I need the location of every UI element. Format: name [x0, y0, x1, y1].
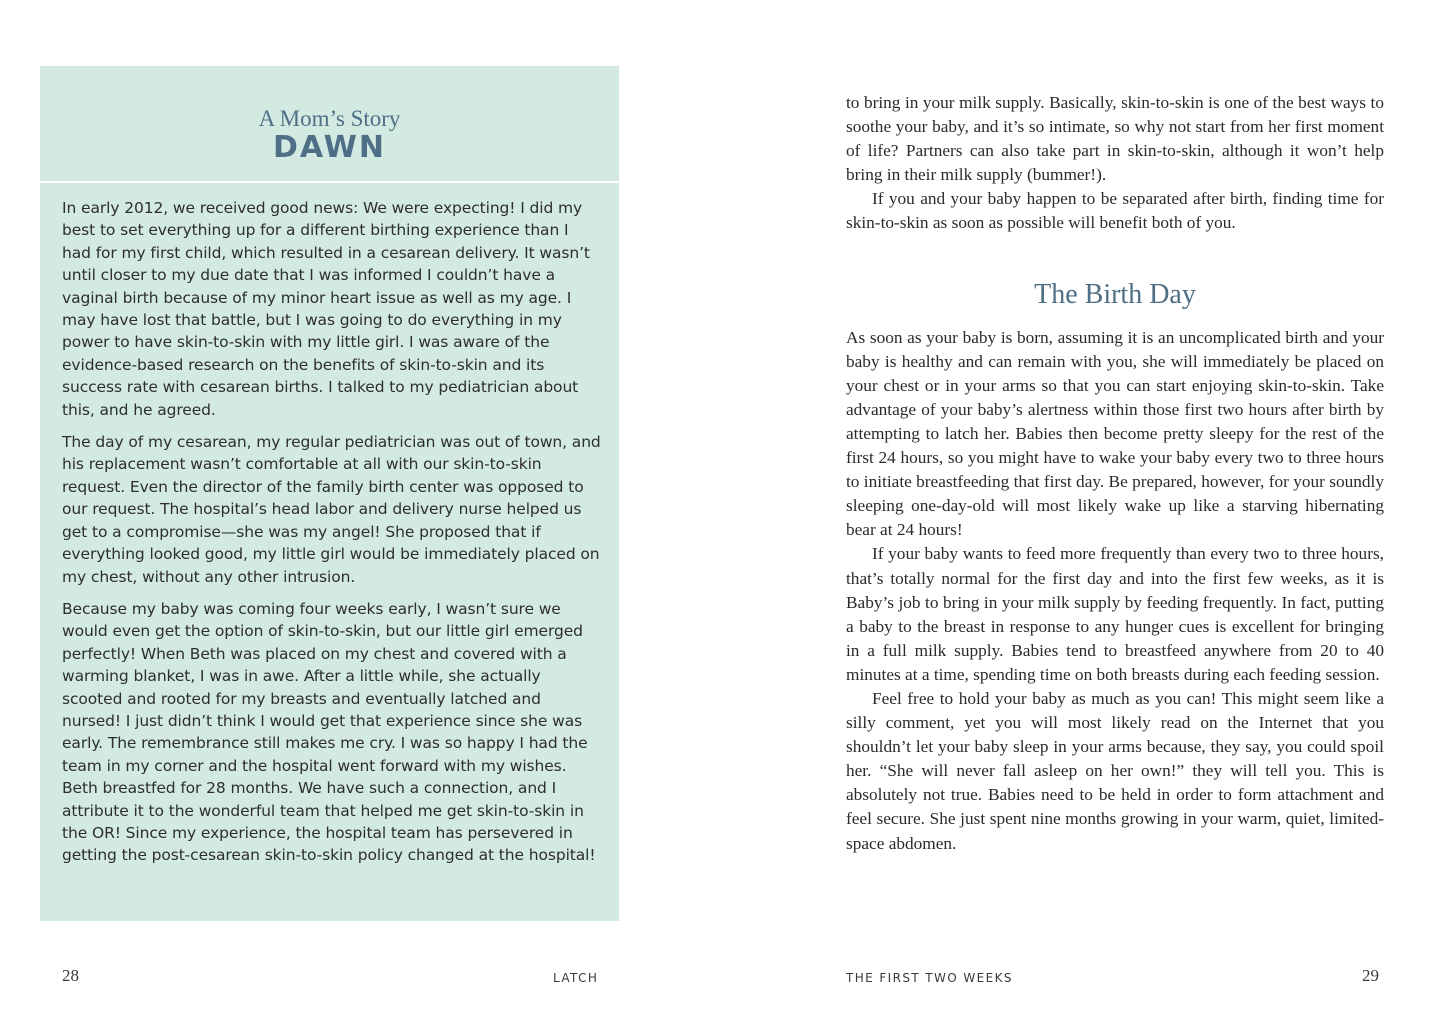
- story-text: [62, 197, 602, 877]
- body-paragraph: Feel free to hold your baby as much as you can! This might seem like a silly comment, yet you will most likely read on the Internet that you shouldn’t let your baby sleep in your arms because, they say, you could spoil her. “She will never fall asleep on her own!” they will tell you. This is absolutely not true. Babies need to be held in order to form attachment and feel secure. She just spent nine months growing in your warm, quiet, limited-space abdomen.: [846, 688, 1384, 853]
- sidebar-header: [40, 66, 619, 183]
- sidebar-kicker: A Mom’s Story: [258, 106, 401, 131]
- running-head-left: LATCH: [553, 971, 599, 985]
- story-paragraph: The day of my cesarean, my regular pediatrician was out of town, and his replacement wasn’t comfortable at all with our skin-to-skin request. Even the director of the family birth center was opposed to our request. The hospital’s head labor and delivery nurse helped us get to a compromise—she was my angel! She proposed that if everything looked good, my little girl would be immediately placed on my chest, without any other intrusion.: [62, 433, 601, 586]
- body-text-column: [846, 91, 1384, 856]
- story-paragraph: Because my baby was coming four weeks early, I wasn’t sure we would even get the option of skin-to-skin, but our little girl emerged perfectly! When Beth was placed on my chest and covered with a warming blanket, I was in awe. After a little while, she actually scooted and rooted for my breasts and eventually latched and nursed! I just didn’t think I would get that experience since she was early. The remembrance still makes me cry. I was so happy I had the team in my corner and the hospital went forward with my wishes. Beth breastfed for 28 months. We have such a connection, and I attribute it to the wonderful team that helped me get skin-to-skin in the OR! Since my experience, the hospital team has persevered in getting the post-cesarean skin-to-skin policy changed at the hospital!: [62, 599, 596, 865]
- body-paragraph: As soon as your baby is born, assuming it is an uncomplicated birth and your baby is healthy and can remain with you, she will immediately be placed on your chest or in your arms so that you can start enjoying skin-to-skin. Take advantage of your baby’s alertness within those first two hours after birth by attempting to latch her. Babies then become pretty sleepy for the rest of the first 24 hours, so you might have to wake your baby every two to three hours to initiate breastfeeding that first day. Be prepared, however, for your soundly sleeping one-day-old will most likely wake up like a starving hibernating bear at 24 hours!: [846, 327, 1384, 540]
- body-paragraph: If you and your baby happen to be separated after birth, finding time for skin-to-skin as soon as possible will benefit both of you.: [846, 189, 1384, 233]
- body-paragraph: If your baby wants to feed more frequently than every two to three hours, that’s totally normal for the first day and into the first few weeks, as it is Baby’s job to bring in your milk supply by feeding frequently. In fact, putting a baby to the breast in response to any hunger cues is excellent for bringing in a full milk supply. Babies tend to breastfeed anywhere from 20 to 40 minutes at a time, spending time on both breasts during each feeding session.: [846, 544, 1384, 684]
- running-head-right: THE FIRST TWO WEEKS: [846, 971, 1013, 985]
- section-heading: The Birth Day: [1034, 278, 1196, 310]
- page-number-left: 28: [62, 966, 79, 985]
- page-number-right: 29: [1362, 966, 1379, 985]
- sidebar-name: DAWN: [273, 130, 386, 165]
- story-paragraph: In early 2012, we received good news: We were expecting! I did my best to set everything up for a different birthing experience than I had for my first child, which resulted in a cesarean delivery. It wasn’t until closer to my due date that I was informed I couldn’t have a vaginal birth because of my minor heart issue as well as my age. I may have lost that battle, but I was going to do everything in my power to have skin-to-skin with my little girl. I was aware of the evidence-based research on the benefits of skin-to-skin and its success rate with cesarean births. I talked to my pediatrician about this, and he agreed.: [62, 199, 590, 419]
- moms-story-sidebar: [40, 66, 619, 921]
- body-paragraph: to bring in your milk supply. Basically, skin-to-skin is one of the best ways to soothe your baby, and it’s so intimate, so why not start from her first moment of life? Partners can also take part in skin-to-skin, although it won’t help bring in their milk supply (bummer!).: [846, 93, 1384, 185]
